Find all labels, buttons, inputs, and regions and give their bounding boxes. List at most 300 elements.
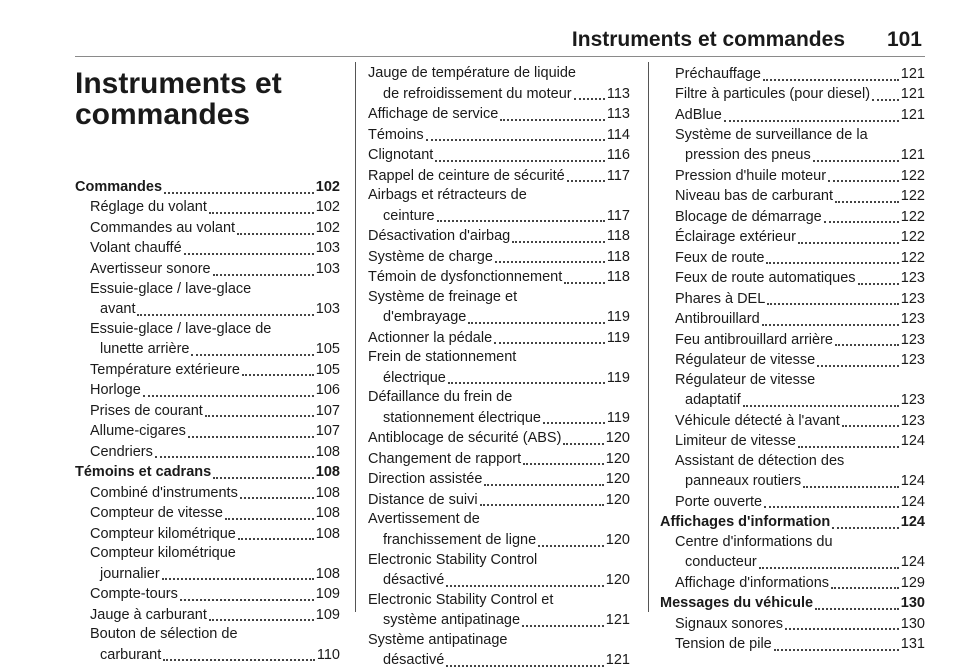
toc-column-2	[368, 64, 630, 671]
page-ref: 108	[315, 484, 340, 501]
dot-leader	[237, 218, 314, 235]
dot-leader	[785, 614, 899, 631]
dot-leader	[188, 421, 314, 438]
entry-title: journalier	[100, 565, 160, 582]
entry-title: Véhicule détecté à l'avant	[675, 412, 840, 429]
entry-title: Horloge	[90, 382, 141, 399]
toc-entry[interactable]	[660, 390, 925, 411]
toc-entry[interactable]	[368, 328, 630, 349]
dot-leader	[209, 198, 314, 215]
dot-leader	[240, 483, 314, 500]
page-ref: 124	[900, 473, 925, 490]
entry-title: Commandes au volant	[90, 219, 236, 236]
toc-entry[interactable]	[75, 339, 340, 360]
dot-leader	[163, 645, 315, 662]
dot-leader	[162, 564, 314, 581]
toc-entry-line	[368, 288, 630, 308]
entry-title: Combiné d'instruments	[90, 484, 238, 501]
page-ref: 124	[900, 554, 925, 571]
toc-entry[interactable]	[368, 206, 630, 227]
page-ref: 102	[315, 199, 340, 216]
dot-leader	[522, 610, 604, 627]
entry-title: Système de surveillance de la	[675, 126, 868, 143]
dot-leader	[803, 471, 899, 488]
dot-leader	[437, 206, 605, 223]
entry-title: franchissement de ligne	[383, 531, 537, 548]
toc-entry[interactable]	[368, 84, 630, 105]
dot-leader	[143, 380, 314, 397]
page-ref: 122	[900, 249, 925, 266]
dot-leader	[484, 469, 603, 486]
entry-title: Affichages d'information	[660, 514, 831, 531]
page-ref: 119	[606, 329, 630, 346]
toc-entry[interactable]	[660, 634, 925, 655]
entry-title: pression des pneus	[685, 147, 811, 163]
running-title: Instruments et commandes	[571, 28, 845, 51]
page-ref: 120	[605, 430, 630, 447]
toc-entry[interactable]	[368, 449, 630, 470]
toc-entry-line	[368, 64, 630, 84]
page-ref: 113	[606, 85, 630, 102]
entry-title: Compteur de vitesse	[90, 505, 223, 522]
toc-entry[interactable]	[660, 85, 925, 106]
toc-entry[interactable]	[660, 248, 925, 269]
dot-leader	[817, 350, 899, 367]
entry-title: Frein de stationnement	[368, 349, 517, 366]
page-ref: 116	[606, 147, 630, 163]
entry-title: AdBlue	[675, 106, 722, 123]
toc-entry[interactable]	[75, 503, 340, 524]
toc-entry[interactable]	[660, 552, 925, 573]
toc-column-1	[75, 64, 340, 665]
toc-entry[interactable]	[75, 442, 340, 463]
entry-title: Jauge à carburant	[90, 606, 207, 623]
toc-entry[interactable]	[75, 360, 340, 381]
entry-title: Actionner la pédale	[368, 329, 493, 346]
dot-leader	[813, 145, 899, 162]
page-ref: 109	[315, 586, 340, 603]
toc-entry[interactable]	[368, 408, 630, 429]
page-ref: 120	[605, 471, 630, 488]
entry-title: Témoins	[368, 126, 424, 143]
entry-title: Commandes	[75, 178, 163, 195]
page-ref: 121	[605, 612, 630, 629]
dot-leader	[446, 650, 604, 667]
toc-column-3	[660, 64, 925, 655]
page-ref: 124	[900, 514, 925, 531]
page-ref: 122	[900, 188, 925, 204]
toc-section-entry[interactable]	[75, 462, 340, 483]
toc-list	[660, 64, 925, 655]
page-ref: 105	[315, 341, 340, 358]
page-ref: 109	[315, 606, 340, 623]
dot-leader	[774, 634, 899, 651]
dot-leader	[137, 299, 313, 316]
dot-leader	[835, 186, 899, 203]
page-ref: 119	[606, 309, 630, 326]
page-ref: 129	[900, 574, 925, 591]
page-ref: 124	[900, 493, 925, 510]
entry-title: Tension de pile	[675, 636, 772, 653]
chapter-title	[75, 64, 340, 130]
toc-entry-line	[368, 591, 630, 611]
chapter-title-line: commandes	[75, 98, 251, 131]
entry-title: Messages du véhicule	[660, 595, 814, 612]
entry-title: Préchauffage	[675, 65, 761, 82]
toc-entry[interactable]	[75, 259, 340, 280]
dot-leader	[767, 289, 899, 306]
entry-title: Compteur kilométrique	[90, 545, 236, 562]
page-ref: 120	[605, 531, 630, 548]
entry-title: Défaillance du frein de	[368, 389, 513, 406]
entry-title: Température extérieure	[90, 361, 240, 378]
dot-leader	[743, 390, 899, 407]
page-ref: 130	[900, 595, 925, 612]
toc-entry[interactable]	[368, 490, 630, 511]
toc-entry[interactable]	[75, 645, 340, 666]
entry-title: d'embrayage	[383, 309, 467, 326]
page-ref: 122	[900, 208, 925, 225]
entry-title: Electronic Stability Control et	[368, 591, 554, 608]
toc-entry[interactable]	[660, 186, 925, 207]
toc-entry[interactable]	[660, 431, 925, 452]
toc-entry[interactable]	[368, 428, 630, 449]
entry-title: Éclairage extérieur	[675, 229, 796, 245]
entry-title: adaptatif	[685, 392, 741, 409]
toc-entry[interactable]	[660, 64, 925, 85]
toc-entry-line	[368, 388, 630, 408]
toc-entry[interactable]	[368, 125, 630, 146]
entry-title: ceinture	[383, 207, 435, 224]
dot-leader	[209, 605, 314, 622]
toc-section-entry[interactable]	[660, 593, 925, 614]
toc-entry[interactable]	[368, 166, 630, 187]
page-ref: 131	[900, 636, 925, 653]
dot-leader	[205, 401, 314, 418]
page-ref: 114	[606, 126, 630, 143]
toc-entry[interactable]	[660, 166, 925, 187]
toc-entry[interactable]	[660, 105, 925, 126]
entry-title: conducteur	[685, 554, 757, 571]
dot-leader	[242, 360, 314, 377]
toc-entry[interactable]	[75, 198, 340, 219]
toc-entry[interactable]	[660, 145, 925, 166]
dot-leader	[180, 584, 314, 601]
entry-title: Allume-cigares	[90, 423, 186, 440]
toc-entry-line	[368, 186, 630, 206]
entry-title: Assistant de détection des	[675, 452, 845, 469]
page-ref: 120	[605, 450, 630, 467]
dot-leader	[538, 530, 604, 547]
page-number: 101	[886, 28, 922, 51]
entry-title: Avertisseur sonore	[90, 260, 211, 277]
page-ref: 118	[606, 228, 630, 245]
entry-title: Compteur kilométrique	[90, 525, 236, 542]
chapter-title-line: Instruments et	[75, 67, 282, 100]
entry-title: Avertissement de	[368, 511, 480, 528]
entry-title: stationnement électrique	[383, 409, 541, 426]
page-ref: 120	[605, 572, 630, 589]
dot-leader	[468, 307, 605, 324]
toc-entry[interactable]	[368, 226, 630, 247]
column-divider	[355, 62, 356, 612]
page-ref: 130	[900, 615, 925, 632]
entry-title: Porte ouverte	[675, 493, 763, 510]
toc-entry[interactable]	[368, 145, 630, 166]
entry-title: Centre d'informations du	[675, 533, 833, 550]
entry-title: Volant chauffé	[90, 240, 182, 257]
entry-title: Feux de route	[675, 249, 765, 266]
entry-title: désactivé	[383, 652, 445, 669]
dot-leader	[426, 125, 605, 142]
toc-entry[interactable]	[75, 401, 340, 422]
toc-entry-line	[368, 510, 630, 530]
toc-entry[interactable]	[660, 330, 925, 351]
dot-leader	[567, 166, 605, 183]
dot-leader	[574, 84, 605, 101]
page-ref: 108	[315, 464, 340, 481]
toc-entry[interactable]	[75, 239, 340, 260]
entry-title: Blocage de démarrage	[675, 208, 822, 225]
dot-leader	[213, 259, 314, 276]
page-ref: 123	[900, 412, 925, 429]
page-ref: 110	[316, 646, 340, 663]
dot-leader	[543, 408, 605, 425]
page-ref: 123	[900, 352, 925, 368]
page-ref: 105	[315, 361, 340, 378]
toc-section-entry[interactable]	[660, 512, 925, 533]
entry-title: Pression d'huile moteur	[675, 167, 827, 184]
column-divider	[648, 62, 649, 612]
page-ref: 123	[900, 270, 925, 286]
entry-title: Airbags et rétracteurs de	[368, 187, 527, 204]
entry-title: Affichage de service	[368, 106, 499, 122]
page-ref: 121	[900, 86, 925, 103]
entry-title: Système de freinage et	[368, 288, 518, 305]
dot-leader	[238, 524, 314, 541]
entry-title: Filtre à particules (pour diesel)	[675, 86, 871, 103]
entry-title: Témoins et cadrans	[75, 464, 212, 481]
entry-title: Limiteur de vitesse	[675, 433, 796, 450]
entry-title: Essuie-glace / lave-glace de	[90, 320, 272, 337]
page-ref: 108	[315, 505, 340, 522]
page-ref: 123	[900, 331, 925, 348]
dot-leader	[494, 328, 605, 345]
dot-leader	[184, 239, 314, 256]
toc-entry[interactable]	[368, 267, 630, 288]
entry-title: carburant	[100, 646, 162, 663]
entry-title: Distance de suivi	[368, 491, 478, 508]
entry-title: Feux de route automatiques	[675, 270, 856, 286]
entry-title: Désactivation d'airbag	[368, 228, 511, 245]
entry-title: Phares à DEL	[675, 290, 766, 307]
toc-entry-line	[75, 320, 340, 340]
page-ref: 103	[315, 260, 340, 277]
dot-leader	[759, 552, 899, 569]
entry-title: Feu antibrouillard arrière	[675, 331, 833, 348]
page-ref: 123	[900, 311, 925, 327]
toc-list	[75, 177, 340, 665]
dot-leader	[872, 85, 899, 102]
page-ref: 122	[900, 167, 925, 184]
toc-entry[interactable]	[368, 368, 630, 389]
toc-entry-line	[660, 371, 925, 391]
dot-leader	[832, 512, 899, 529]
toc-entry[interactable]	[660, 289, 925, 310]
dot-leader	[523, 449, 604, 466]
entry-title: Signaux sonores	[675, 615, 784, 632]
dot-leader	[824, 207, 899, 224]
entry-title: lunette arrière	[100, 341, 190, 358]
entry-title: électrique	[383, 369, 446, 386]
toc-entry[interactable]	[75, 564, 340, 585]
dot-leader	[831, 573, 899, 590]
page-ref: 123	[900, 392, 925, 409]
entry-title: Essuie-glace / lave-glace	[90, 280, 252, 297]
entry-title: Jauge de température de liquide	[368, 65, 576, 81]
dot-leader	[446, 570, 604, 587]
header-rule	[75, 56, 925, 57]
dot-leader	[500, 104, 605, 121]
page-ref: 117	[606, 167, 630, 184]
page-ref: 107	[315, 402, 340, 419]
toc-entry[interactable]	[368, 570, 630, 591]
toc-entry[interactable]	[368, 469, 630, 490]
toc-entry[interactable]	[660, 207, 925, 228]
dot-leader	[763, 64, 899, 81]
dot-leader	[448, 368, 605, 385]
toc-entry[interactable]	[368, 530, 630, 551]
toc-entry[interactable]	[660, 350, 925, 371]
entry-title: Electronic Stability Control	[368, 551, 538, 568]
entry-title: Prises de courant	[90, 402, 203, 419]
entry-title: Bouton de sélection de	[90, 626, 238, 643]
page-ref: 122	[900, 229, 925, 245]
entry-title: Cendriers	[90, 443, 153, 460]
toc-entry[interactable]	[368, 104, 630, 125]
dot-leader	[480, 490, 604, 507]
dot-leader	[564, 267, 605, 284]
dot-leader	[155, 442, 314, 459]
dot-leader	[815, 593, 899, 610]
page-ref: 107	[315, 423, 340, 440]
page-ref: 121	[900, 106, 925, 123]
dot-leader	[213, 462, 314, 479]
dot-leader	[762, 309, 899, 326]
page-ref: 108	[315, 443, 340, 460]
toc-entry[interactable]	[660, 227, 925, 248]
entry-title: Changement de rapport	[368, 450, 522, 467]
toc-entry[interactable]	[660, 492, 925, 513]
entry-title: Système antipatinage	[368, 631, 508, 648]
toc-entry[interactable]	[75, 524, 340, 545]
toc-entry[interactable]	[75, 380, 340, 401]
entry-title: Antibrouillard	[675, 311, 760, 327]
toc-entry-line	[660, 126, 925, 146]
entry-title: Rappel de ceinture de sécurité	[368, 167, 565, 184]
page-ref: 106	[315, 382, 340, 399]
page-ref: 103	[315, 301, 340, 317]
page-ref: 113	[606, 106, 630, 122]
toc-entry-line	[660, 452, 925, 472]
toc-entry[interactable]	[368, 610, 630, 631]
toc-entry[interactable]	[660, 573, 925, 594]
page-ref: 121	[605, 652, 630, 669]
toc-entry[interactable]	[75, 421, 340, 442]
toc-entry[interactable]	[368, 247, 630, 268]
entry-title: panneaux routiers	[685, 473, 802, 490]
dot-leader	[764, 492, 899, 509]
toc-entry[interactable]	[75, 299, 340, 320]
dot-leader	[563, 428, 603, 445]
toc-entry-line	[660, 533, 925, 553]
page-ref: 118	[606, 248, 630, 265]
toc-entry[interactable]	[660, 309, 925, 330]
entry-title: de refroidissement du moteur	[383, 85, 572, 102]
toc-entry[interactable]	[368, 307, 630, 328]
entry-title: Témoin de dysfonctionnement	[368, 269, 563, 286]
page-ref: 123	[900, 290, 925, 307]
toc-list	[368, 64, 630, 671]
page-ref: 108	[315, 525, 340, 542]
dot-leader	[766, 248, 898, 265]
toc-entry[interactable]	[660, 614, 925, 635]
toc-entry-line	[368, 551, 630, 571]
dot-leader	[798, 227, 899, 244]
page-ref: 118	[606, 269, 630, 286]
entry-title: Réglage du volant	[90, 199, 207, 216]
toc-entry-line	[75, 544, 340, 564]
entry-title: Clignotant	[368, 147, 434, 163]
entry-title: Régulateur de vitesse	[675, 352, 816, 368]
toc-entry[interactable]	[75, 584, 340, 605]
entry-title: Système de charge	[368, 248, 493, 265]
toc-entry[interactable]	[660, 471, 925, 492]
toc-entry-line	[368, 631, 630, 651]
toc-entry-line	[368, 348, 630, 368]
dot-leader	[512, 226, 605, 243]
entry-title: Compte-tours	[90, 586, 178, 603]
toc-entry[interactable]	[660, 268, 925, 289]
page-ref: 121	[900, 65, 925, 82]
toc-entry[interactable]	[660, 411, 925, 432]
page-ref: 117	[606, 207, 630, 224]
toc-section-entry[interactable]	[75, 177, 340, 198]
page-ref: 119	[606, 409, 630, 426]
dot-leader	[828, 166, 899, 183]
dot-leader	[164, 177, 314, 194]
entry-title: Niveau bas de carburant	[675, 188, 833, 204]
page-header	[75, 26, 925, 54]
page-ref: 119	[606, 369, 630, 386]
toc-entry[interactable]	[75, 218, 340, 239]
toc-entry[interactable]	[75, 483, 340, 504]
page-ref: 121	[900, 147, 925, 163]
entry-title: désactivé	[383, 572, 445, 589]
toc-entry[interactable]	[75, 605, 340, 626]
entry-title: système antipatinage	[383, 612, 521, 629]
toc-entry[interactable]	[368, 650, 630, 671]
dot-leader	[495, 247, 605, 264]
dot-leader	[835, 330, 899, 347]
entry-title: Antiblocage de sécurité (ABS)	[368, 430, 562, 447]
entry-title: Affichage d'informations	[675, 574, 830, 591]
dot-leader	[225, 503, 314, 520]
page-ref: 103	[315, 240, 340, 257]
page-ref: 102	[315, 219, 340, 236]
dot-leader	[724, 105, 899, 122]
entry-title: avant	[100, 301, 136, 317]
